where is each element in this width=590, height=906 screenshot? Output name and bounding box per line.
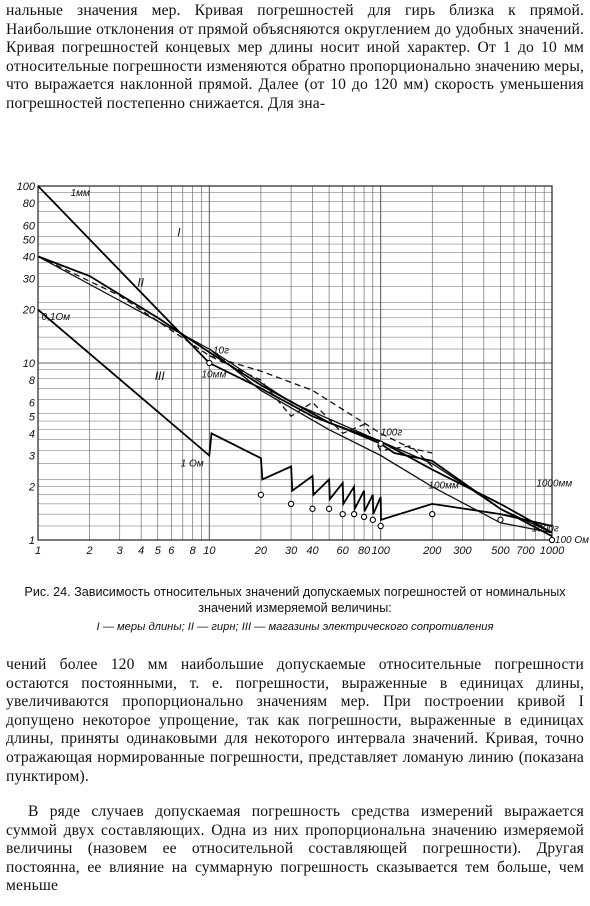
x-tick-label: 100 bbox=[371, 545, 390, 557]
x-tick-label: 4 bbox=[138, 545, 145, 557]
curve-label: II bbox=[137, 275, 145, 290]
y-tick-label: 30 bbox=[22, 273, 35, 286]
x-tick-label: 700 bbox=[516, 545, 535, 557]
y-tick-label: 40 bbox=[22, 251, 35, 264]
x-tick-label: 10 bbox=[203, 545, 216, 557]
x-tick-label: 500 bbox=[491, 545, 510, 557]
y-tick-label: 3 bbox=[28, 450, 35, 463]
data-point-marker bbox=[498, 517, 503, 522]
annotation-label: 1 Ом bbox=[180, 458, 204, 470]
figure-caption bbox=[10, 584, 580, 635]
annotation-label: 0,1Ом bbox=[41, 311, 71, 323]
x-tick-label: 6 bbox=[168, 545, 175, 557]
curve-series-3 bbox=[38, 310, 552, 526]
annotation-label: 1000г bbox=[531, 523, 559, 535]
data-point-marker bbox=[370, 517, 375, 522]
x-tick-label: 60 bbox=[336, 545, 349, 557]
annotation-label: 100г bbox=[380, 427, 403, 439]
y-tick-label: 5 bbox=[28, 411, 35, 424]
caption-legend: I — меры длины; II — гирн; III — магазины электрического сопротивления bbox=[96, 621, 494, 633]
data-point-marker bbox=[258, 492, 263, 497]
y-tick-label: 10 bbox=[22, 358, 35, 370]
curve-series-1 bbox=[38, 186, 552, 536]
y-tick-label: 60 bbox=[22, 220, 35, 233]
y-tick-label: 20 bbox=[22, 304, 35, 317]
data-point-marker bbox=[310, 506, 315, 511]
error-chart bbox=[0, 178, 590, 573]
annotation-label: 10г bbox=[212, 345, 230, 357]
data-point-marker bbox=[549, 537, 554, 542]
y-tick-label: 100 bbox=[16, 181, 35, 193]
data-point-marker bbox=[378, 523, 383, 528]
y-tick-label: 4 bbox=[28, 428, 35, 441]
y-tick-label: 2 bbox=[28, 481, 35, 494]
data-point-marker bbox=[326, 506, 331, 511]
y-tick-label: 50 bbox=[22, 234, 35, 247]
caption-title: Рис. 24. Зависимость относительных значений допускаемых погрешностей от номинальных значений измеряемой величины: bbox=[24, 585, 566, 615]
body-text-middle: чений более 120 мм наибольшие допускаемые относительные погрешности остаются постоянными, т. е. погрешности, выраженные в единицах длины, увеличиваются пропорционально значениям мер. При построении кривой I допущено некоторое упрощение, так как погрешности, выраженные в единицах длины, приняты одинаковыми для некоторого интервала значений. Кривая, точно отражающая нормированные погрешности, представляет ломаную линию (показана пунктиром). bbox=[6, 656, 584, 785]
annotation-label: 100 Ом bbox=[554, 535, 590, 547]
data-point-marker bbox=[430, 512, 435, 517]
data-point-marker bbox=[340, 512, 345, 517]
x-tick-label: 40 bbox=[306, 545, 319, 557]
data-point-marker bbox=[207, 360, 212, 365]
annotation-label: 10мм bbox=[201, 369, 227, 381]
curve-label: I bbox=[177, 225, 181, 240]
data-point-marker bbox=[378, 441, 383, 446]
body-text-bottom-content: В ряде случаев допускаемая погрешность средства измерений выражается суммой двух составляющих. Одна из них пропорциональна значению измеряемой величины (назовем ее относительной составляющей погрешности). Другая постоянна, ее влияние на суммарную погрешность сказывается тем больше, чем меньше bbox=[6, 803, 584, 895]
data-point-marker bbox=[288, 501, 293, 506]
y-tick-label: 1 bbox=[28, 535, 35, 547]
x-tick-label: 1 bbox=[34, 545, 42, 557]
y-tick-label: 6 bbox=[28, 397, 35, 410]
y-tick-label: 80 bbox=[22, 198, 35, 211]
x-tick-label: 3 bbox=[116, 545, 123, 557]
data-point-marker bbox=[361, 514, 366, 519]
y-tick-label: 8 bbox=[28, 375, 35, 388]
body-text-bottom bbox=[6, 803, 584, 896]
curve-label: III bbox=[154, 369, 165, 384]
x-tick-label: 8 bbox=[189, 545, 196, 557]
x-tick-label: 30 bbox=[284, 545, 298, 557]
x-tick-label: 200 bbox=[423, 545, 442, 557]
x-tick-label: 5 bbox=[154, 545, 161, 557]
x-tick-label: 1000 bbox=[539, 545, 565, 557]
x-tick-label: 2 bbox=[86, 545, 93, 557]
x-tick-label: 80 bbox=[357, 545, 371, 557]
data-point-marker bbox=[352, 512, 357, 517]
x-tick-label: 20 bbox=[254, 545, 268, 557]
annotation-label: 1мм bbox=[70, 187, 90, 199]
body-text-top: нальные значения мер. Кривая погрешностей для гирь близка к прямой. Наибольшие отклонения от прямой объясняются округлением до удобных значений. Кривая погрешностей концевых мер длины носит иной характер. От 1 до 10 мм относительные погрешности изменяются обратно пропорционально значению меры, что выражается наклонной прямой. Далее (от 10 до 120 мм) скорость уменьшения погрешностей постепенно снижается. Для зна- bbox=[6, 2, 584, 112]
x-tick-label: 300 bbox=[453, 545, 472, 557]
figure-24 bbox=[0, 178, 590, 573]
annotation-label: 1000мм bbox=[536, 478, 573, 490]
annotation-label: 100мм bbox=[428, 480, 459, 492]
